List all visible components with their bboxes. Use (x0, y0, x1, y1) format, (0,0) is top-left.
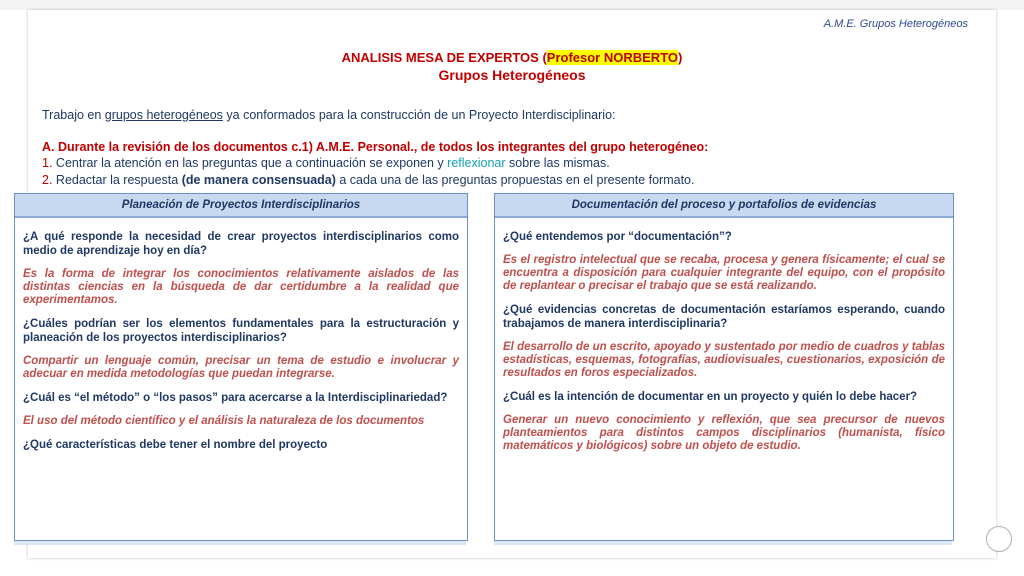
right-answer-3: Generar un nuevo conocimiento y reflexión, que sea precursor de nuevos planteamientos para distintos campos disciplinarios (humanista, físico matemáticos y biológicos) sobre un objeto de estudio. (503, 414, 945, 452)
right-answer-1: Es el registro intelectual que se recaba, procesa y genera físicamente; el cual se encuentra a disposición para cualquier integrante del equipo, con el propósito de replantear o precisar el trabajo que se está realizando. (503, 254, 945, 292)
instruction-2-label: 2. (42, 173, 53, 187)
right-question-3: ¿Cuál es la intención de documentar en un proyecto y quién lo debe hacer? (503, 391, 918, 403)
intro-underlined: grupos heterogéneos (104, 108, 223, 122)
main-title-highlight: Profesor NORBERTO (546, 50, 679, 65)
instruction-1 (42, 156, 610, 170)
left-panel (14, 193, 468, 541)
intro-text (42, 108, 616, 122)
left-answer-3: El uso del método científico y el análisis la naturaleza de los documentos (23, 415, 425, 427)
main-title (28, 50, 996, 65)
left-panel-heading: Planeación de Proyectos Interdisciplinarios (15, 194, 467, 218)
left-question-3: ¿Cuál es “el método” o “los pasos” para acercarse a la Interdisciplinariedad? (23, 392, 448, 404)
top-bar (0, 0, 1024, 10)
main-title-prefix: ANALISIS MESA DE EXPERTOS ( (341, 50, 547, 65)
right-panel-heading: Documentación del proceso y portafolios de evidencias (495, 194, 953, 218)
left-question-1: ¿A qué responde la necesidad de crear proyectos interdisciplinarios como medio de aprendizaje hoy en día? (23, 231, 459, 257)
instruction-2-text-a: Redactar la respuesta (52, 173, 182, 187)
subtitle: Grupos Heterogéneos (438, 67, 586, 83)
right-panel-shadow (494, 541, 952, 545)
left-panel-shadow (14, 541, 466, 545)
right-panel-body (495, 218, 953, 542)
instruction-a-text: Durante la revisión de los documentos c.1) A.M.E. Personal., de todos los integrantes del grupo heterogéneo: (54, 140, 709, 154)
intro-suffix: ya conformados para la construcción de un Proyecto Interdisciplinario: (222, 108, 616, 122)
left-question-2: ¿Cuáles podrían ser los elementos fundamentales para la estructuración y planeación de los proyectos interdisciplinarios? (23, 318, 459, 344)
left-answer-2: Compartir un lenguaje común, precisar un tema de estudio e involucrar y adecuar en medida metodologías que puedan integrarse. (23, 355, 459, 380)
left-panel-body (15, 218, 467, 542)
right-question-2: ¿Qué evidencias concretas de documentación estaríamos esperando, cuando trabajamos de manera interdisciplinaria? (503, 304, 945, 330)
instruction-a (42, 140, 708, 154)
right-question-1: ¿Qué entendemos por “documentación”? (503, 231, 732, 243)
left-answer-1: Es la forma de integrar los conocimientos relativamente aislados de las distintas ciencias en la búsqueda de dar certidumbre a la realidad que experimentamos. (23, 268, 459, 306)
header-tag: A.M.E. Grupos Heterogéneos (823, 18, 968, 30)
right-panel (494, 193, 954, 541)
left-question-4: ¿Qué características debe tener el nombre del proyecto (23, 439, 328, 451)
instruction-a-label: A. (42, 140, 55, 154)
instruction-1-label: 1. (42, 156, 53, 170)
instruction-1-text-a: Centrar la atención en las preguntas que a continuación se exponen y (52, 156, 448, 170)
slide-nav-circle[interactable] (986, 526, 1012, 552)
instruction-1-teal: reflexionar (447, 156, 506, 170)
main-title-suffix: ) (678, 50, 683, 65)
instruction-1-text-b: sobre las mismas. (505, 156, 610, 170)
instruction-2-text-b: a cada una de las preguntas propuestas en el presente formato. (335, 173, 695, 187)
intro-prefix: Trabajo en (42, 108, 105, 122)
right-answer-2: El desarrollo de un escrito, apoyado y sustentado por medio de cuadros y tablas estadísticas, esquemas, fotografías, audiovisuales, cuestionarios, exposición de resultados en foros especializados. (503, 341, 945, 379)
instruction-2 (42, 173, 694, 187)
instruction-2-bold: (de manera consensuada) (181, 173, 336, 187)
